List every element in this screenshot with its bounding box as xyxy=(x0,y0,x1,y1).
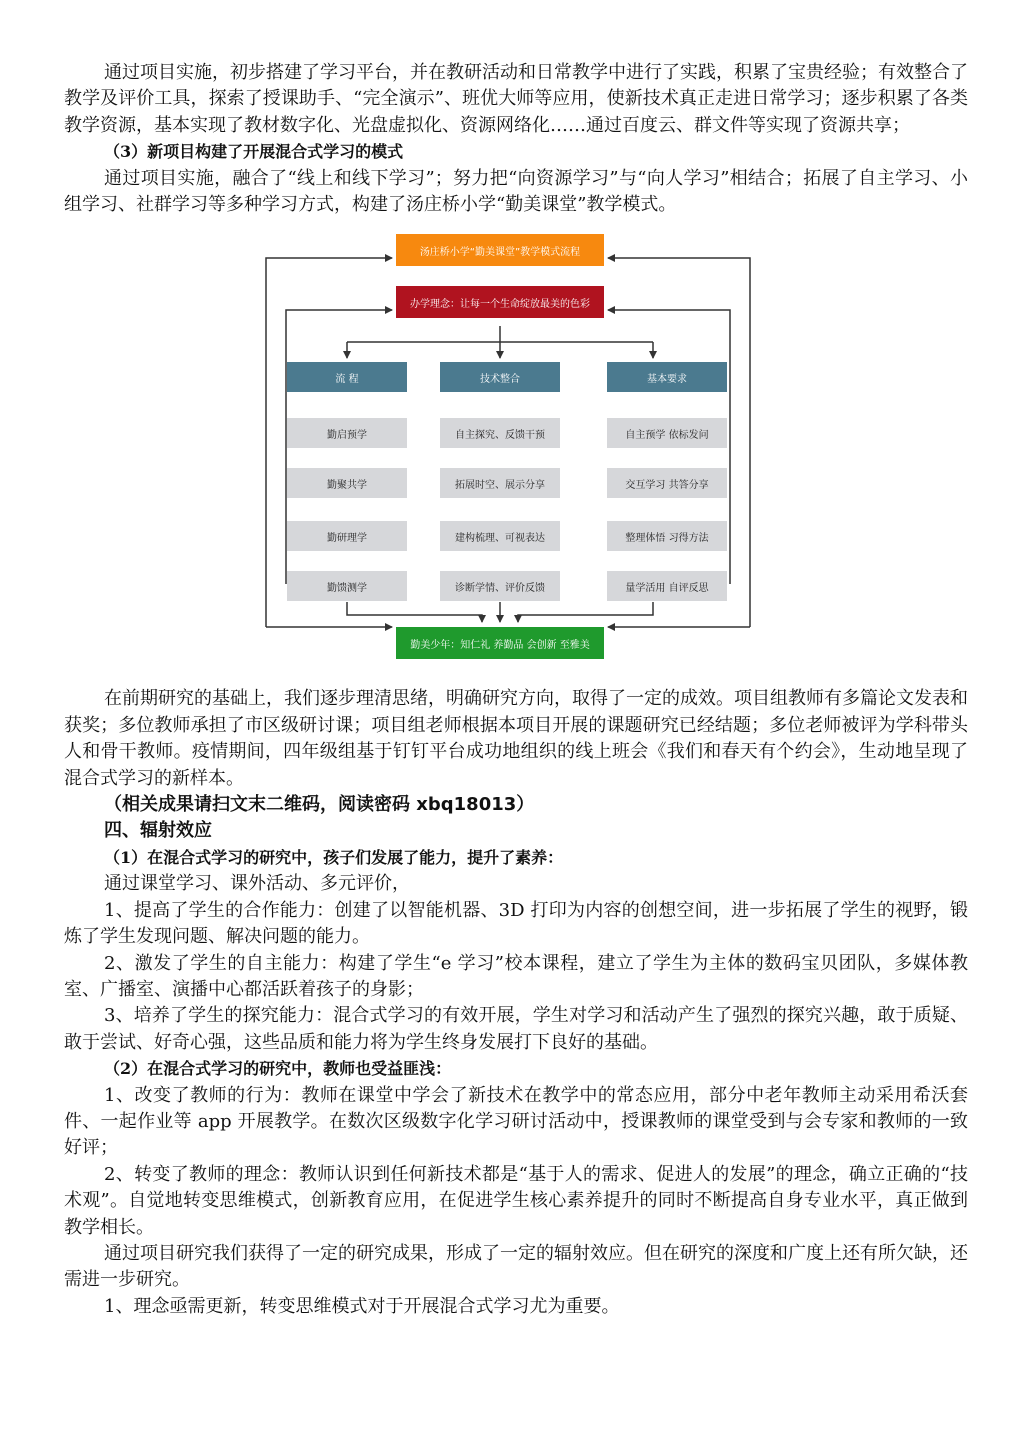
paragraph-teacher-1: 1、改变了教师的行为：教师在课堂中学会了新技术在教学中的常态应用，部分中老年教师主动采用希沃套件、一起作业等 app 开展教学。在数次区级数字化学习研讨活动中，授课教师的课堂受到与会专家和教师的一致好评； xyxy=(64,1084,968,1159)
paragraph-summary: 通过项目研究我们获得了一定的研究成果，形成了一定的辐射效应。但在研究的深度和广度上还有所欠缺，还需进一步研究。 xyxy=(64,1242,968,1291)
subheading-students: （1）在混合式学习的研究中，孩子们发展了能力，提升了素养： xyxy=(104,847,564,867)
tech-item-1: 自主探究、反馈干预 xyxy=(440,418,560,448)
process-item-4: 勤馈测学 xyxy=(287,571,407,601)
paragraph-results: 在前期研究的基础上，我们逐步理清思绪，明确研究方向，取得了一定的成效。项目组教师有多篇论文发表和获奖；多位教师承担了市区级研讨课；项目组老师根据本项目开展的课题研究已经结题；多位老师被评为学科带头人和骨干教师。疫情期间，四年级组基于钉钉平台成功地组织的线上班会《我们和春天有个约会》，生动地呈现了混合式学习的新样本。 xyxy=(64,688,968,789)
results-note: （相关成果请扫文末二维码，阅读密码 xbq18013） xyxy=(104,794,535,816)
requirement-item-4: 量学活用 自评反思 xyxy=(607,571,727,601)
paragraph-teacher-2: 2、转变了教师的理念：教师认识到任何新技术都是“基于人的需求、促进人的发展”的理念，确立正确的“技术观”。自觉地转变思维模式，创新教育应用，在促进学生核心素养提升的同时不断提高自身专业水平，真正做到教学相长。 xyxy=(64,1163,968,1238)
tech-item-4: 诊断学情、评价反馈 xyxy=(440,571,560,601)
student-goal-box: 勤美少年：知仁礼 养勤品 会创新 至雅美 xyxy=(396,627,604,659)
school-philosophy-box: 办学理念：让每一个生命绽放最美的色彩 xyxy=(396,286,604,318)
teaching-mode-flowchart xyxy=(64,218,968,686)
tech-item-3: 建构梳理、可视表达 xyxy=(440,521,560,551)
flowchart-title-box: 汤庄桥小学“勤美课堂”教学模式流程 xyxy=(396,234,604,266)
tech-item-2: 拓展时空、展示分享 xyxy=(440,468,560,498)
requirement-item-1: 自主预学 依标发问 xyxy=(607,418,727,448)
process-item-1: 勤启预学 xyxy=(287,418,407,448)
paragraph-platform: 通过项目实施，初步搭建了学习平台，并在教研活动和日常教学中进行了实践，积累了宝贵经验；有效整合了教学及评价工具，探索了授课助手、“完全演示”、班优大师等应用，使新技术真正走进日常学习；逐步积累了各类教学资源，基本实现了教材数字化、光盘虚拟化、资源网络化……通过百度云、群文件等实现了资源共享； xyxy=(64,62,968,136)
process-item-3: 勤研理学 xyxy=(287,521,407,551)
heading-mode: （3）新项目构建了开展混合式学习的模式 xyxy=(104,142,404,162)
column-requirement-title: 基本要求 xyxy=(607,362,727,392)
section-heading-radiation: 四、辐射效应 xyxy=(104,820,212,842)
paragraph-student-2: 2、激发了学生的自主能力：构建了学生“e 学习”校本课程，建立了学生为主体的数码宝贝团队，多媒体教室、广播室、演播中心都活跃着孩子的身影； xyxy=(64,952,968,1000)
process-item-2: 勤聚共学 xyxy=(287,468,407,498)
requirement-item-2: 交互学习 共答分享 xyxy=(607,468,727,498)
requirement-item-3: 整理体悟 习得方法 xyxy=(607,521,727,551)
paragraph-last: 1、理念亟需更新，转变思维模式对于开展混合式学习尤为重要。 xyxy=(104,1295,620,1317)
paragraph-student-1: 1、提高了学生的合作能力：创建了以智能机器、3D 打印为内容的创想空间，进一步拓展了学生的视野，锻炼了学生发现问题、解决问题的能力。 xyxy=(64,899,968,948)
paragraph-mode: 通过项目实施，融合了“线上和线下学习”；努力把“向资源学习”与“向人学习”相结合；拓展了自主学习、小组学习、社群学习等多种学习方式，构建了汤庄桥小学“勤美课堂”教学模式。 xyxy=(64,167,968,216)
document-page xyxy=(64,60,968,1320)
paragraph-student-3: 3、培养了学生的探究能力：混合式学习的有效开展，学生对学习和活动产生了强烈的探究兴趣，敢于质疑、敢于尝试、好奇心强，这些品质和能力将为学生终身发展打下良好的基础。 xyxy=(64,1005,968,1053)
paragraph-intro: 通过课堂学习、课外活动、多元评价， xyxy=(104,873,410,895)
column-process-title: 流 程 xyxy=(287,362,407,392)
column-tech-title: 技术整合 xyxy=(440,362,560,392)
subheading-teachers: （2）在混合式学习的研究中，教师也受益匪浅： xyxy=(104,1059,452,1079)
